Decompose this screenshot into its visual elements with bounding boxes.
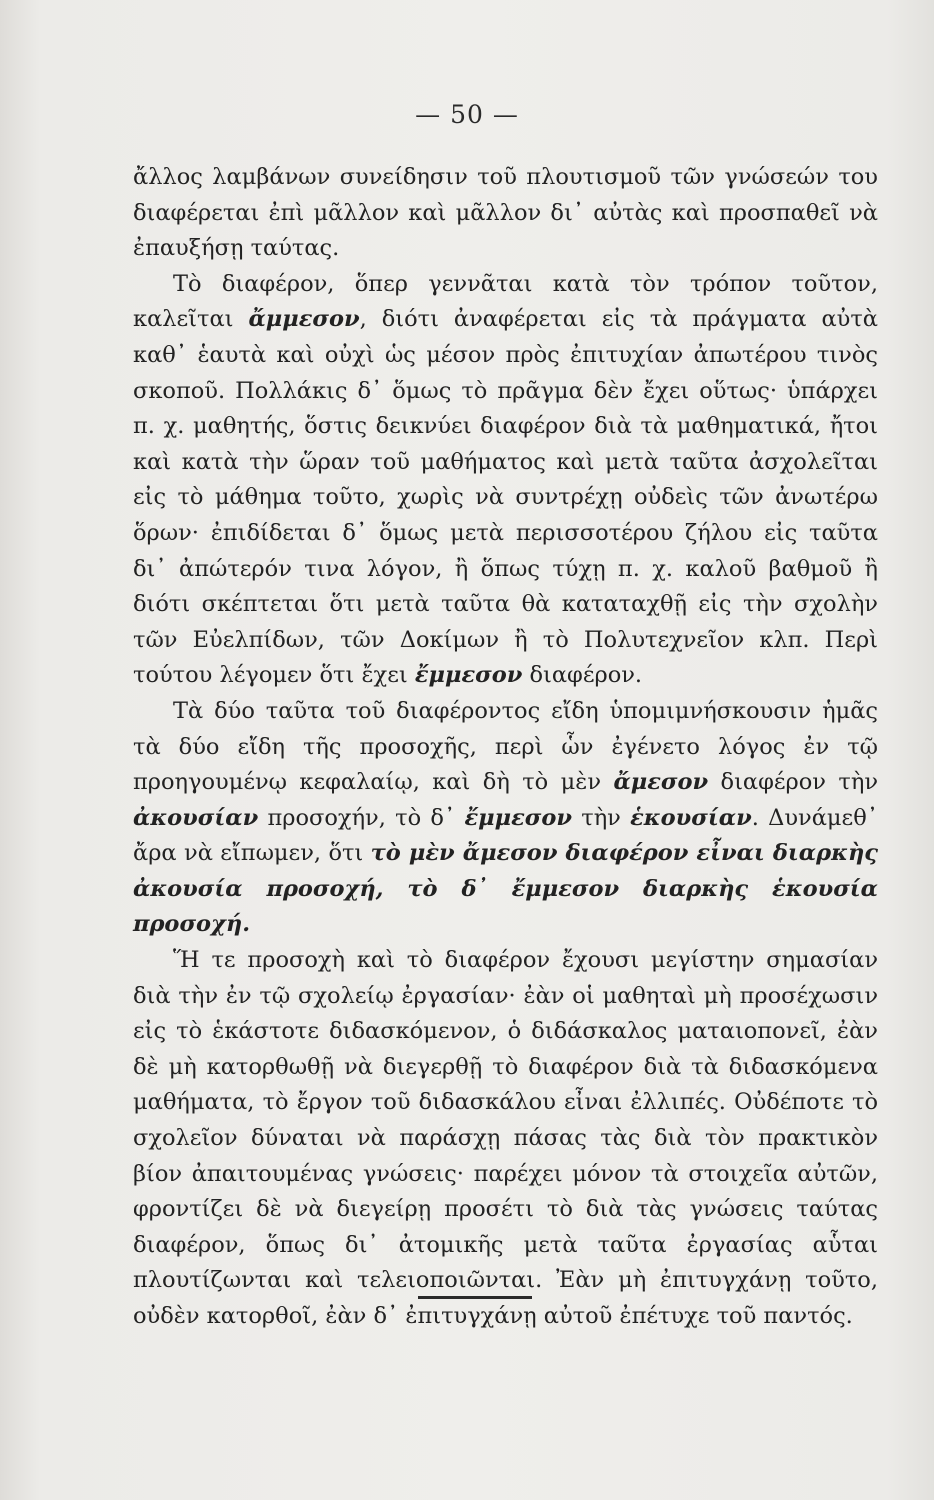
text-segment: ἄλλος λαμβάνων συνείδησιν τοῦ πλουτισμοῦ τῶν γνώσεών του διαφέρεται ἐπὶ μᾶλλον καὶ μᾶλλον δι᾽ αὐτὰς καὶ προσπαθεῖ νὰ ἐπαυξήσῃ ταύτας. xyxy=(133,164,878,262)
text-segment: διαφέρον. xyxy=(522,662,643,689)
emphasized-text: ἀκουσίαν xyxy=(133,804,259,831)
emphasized-text: ἄμμεσον xyxy=(248,306,360,333)
emphasized-text: ἔμμεσον xyxy=(464,804,572,831)
emphasized-text: ἑκουσίαν xyxy=(630,804,752,831)
text-segment: προσοχήν, τὸ δ᾽ xyxy=(258,804,465,831)
text-segment: διαφέρον τὴν xyxy=(708,769,878,796)
emphasized-text: τὸ μὲν ἄμεσον διαφέρον εἶναι διαρκὴς ἀκουσία προσοχή, τὸ δ᾽ ἔμμεσον διαρκὴς ἑκουσία προσοχή. xyxy=(133,840,878,938)
emphasized-text: ἄμεσον xyxy=(613,769,709,796)
text-segment: , διότι ἀναφέρεται εἰς τὰ πράγματα αὐτὰ καθ᾽ ἑαυτὰ καὶ οὐχὶ ὡς μέσον πρὸς ἐπιτυχίαν ἀπωτέρου τινὸς σκοποῦ. Πολλάκις δ᾽ ὅμως τὸ πρᾶγμα δὲν ἔχει οὕτως· ὑπάρχει π. χ. μαθητής, ὅστις δεικνύει διαφέρον διὰ τὰ μαθηματικά, ἤτοι καὶ κατὰ τὴν ὥραν τοῦ μαθήματος καὶ μετὰ ταῦτα ἀσχολεῖται εἰς τὸ μάθημα τοῦτο, χωρὶς νὰ συντρέχῃ οὐδεὶς τῶν ἀνωτέρω ὅρων· ἐπιδίδεται δ᾽ ὅμως μετὰ περισσοτέρου ζήλου εἰς ταῦτα δι᾽ ἀπώτερόν τινα λόγον, ἢ ὅπως τύχῃ π. χ. καλοῦ βαθμοῦ ἢ διότι σκέπτεται ὅτι μετὰ ταῦτα θὰ καταταχθῇ εἰς τὴν σχολὴν τῶν Εὐελπίδων, τῶν Δοκίμων ἢ τὸ Πολυτεχνεῖον κλπ. Περὶ τούτου λέγομεν ὅτι ἔχει xyxy=(133,306,878,689)
end-rule-divider xyxy=(418,1296,532,1299)
body-text xyxy=(133,160,878,1335)
paragraph xyxy=(133,943,878,1335)
paragraph xyxy=(133,694,878,943)
text-segment: Τὰ δύο ταῦτα τοῦ διαφέροντος εἴδη ὑπομιμνήσκουσιν ἡμᾶς τὰ δύο εἴδη τῆς προσοχῆς, περὶ ὧν ἐγένετο λόγος ἐν τῷ προηγουμένῳ κεφαλαίῳ, καὶ δὴ τὸ μὲν xyxy=(133,697,878,796)
paragraph xyxy=(133,160,878,267)
text-segment: Τὸ διαφέρον, ὅπερ γεννᾶται κατὰ τὸν τρόπον τοῦτον, καλεῖται xyxy=(133,270,878,333)
page-number: — 50 — xyxy=(415,100,519,129)
text-segment: . Δυνάμεθ᾽ ἄρα νὰ εἴπωμεν, ὅτι xyxy=(133,804,878,867)
text-segment: Ἥ τε προσοχὴ καὶ τὸ διαφέρον ἔχουσι μεγίστην σημασίαν διὰ τὴν ἐν τῷ σχολείῳ ἐργασίαν· ἐὰν οἱ μαθηταὶ μὴ προσέχωσιν εἰς τὸ ἑκάστοτε διδασκόμενον, ὁ διδάσκαλος ματαιοπονεῖ, ἐὰν δὲ μὴ κατορθωθῇ νὰ διεγερθῇ τὸ διαφέρον διὰ τὰ διδασκόμενα μαθήματα, τὸ ἔργον τοῦ διδασκάλου εἶναι ἐλλιπές. Οὐδέποτε τὸ σχολεῖον δύναται νὰ παράσχῃ πάσας τὰς διὰ τὸν πρακτικὸν βίον ἀπαιτουμένας γνώσεις· παρέχει μόνον τὰ στοιχεῖα αὐτῶν, φροντίζει δὲ νὰ διεγείρῃ προσέτι τὸ διὰ τὰς γνώσεις ταύτας διαφέρον, ὅπως δι᾽ ἀτομικῆς μετὰ ταῦτα ἐργασίας αὗται πλουτίζωνται καὶ τελειοποιῶνται. Ἐὰν μὴ ἐπιτυγχάνῃ τοῦτο, οὐδὲν κατορθοῖ, ἐὰν δ᾽ ἐπιτυγχάνῃ αὐτοῦ ἐπέτυχε τοῦ παντός. xyxy=(133,947,878,1329)
emphasized-text: ἔμμεσον xyxy=(414,662,523,689)
text-segment: τὴν xyxy=(571,804,631,831)
paragraph xyxy=(133,267,878,694)
